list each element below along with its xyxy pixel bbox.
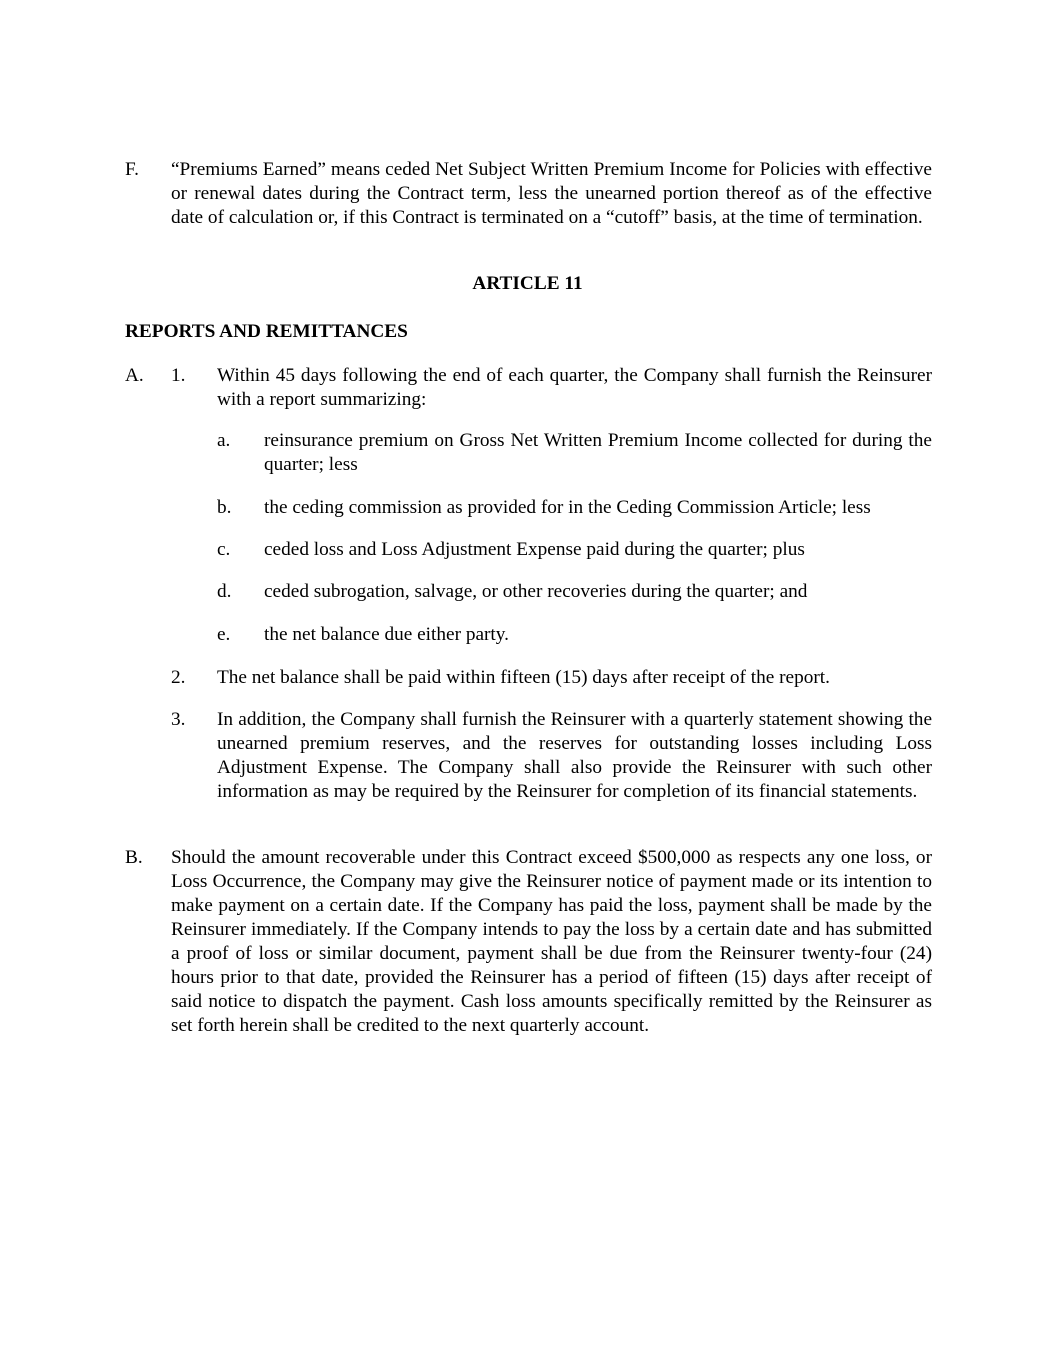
section-b-paragraph: Should the amount recoverable under this Contract exceed $500,000 as respects any one loss, or Loss Occurrence, the Company may give the Reinsurer notice of payment made or its intention to make payment on a certain date. If the Company has paid the loss, payment shall be made by the Reinsurer immediately. If the Company intends to pay the loss by a certain date and has submitted a proof of loss or similar document, payment shall be due from the Reinsurer twenty-four (24) hours prior to that date, provided the Reinsurer has a period of fifteen (15) days after receipt of said notice to dispatch the payment. Cash loss amounts specifically remitted by the Reinsurer as set forth herein shall be credited to the next quarterly account. [171, 847, 932, 1036]
subitem-e-text: the net balance due either party. [264, 624, 509, 645]
article-title: ARTICLE 11 [472, 273, 583, 294]
item-1-paragraph: Within 45 days following the end of each quarter, the Company shall furnish the Reinsurer with a report summarizing: [217, 365, 932, 410]
item-1-marker: 1. [171, 365, 186, 386]
subitem-d-marker: d. [217, 581, 232, 602]
section-f-paragraph: “Premiums Earned” means ceded Net Subject Written Premium Income for Policies with effective or renewal dates during the Contract term, less the unearned portion thereof as of the effective date of calculation or, if this Contract is terminated on a “cutoff” basis, at the time of termination. [171, 159, 932, 228]
subitem-a-text: reinsurance premium on Gross Net Written Premium Income collected for during the quarter; less [264, 430, 932, 475]
subitem-d-text: ceded subrogation, salvage, or other recoveries during the quarter; and [264, 581, 808, 602]
subitem-e-marker: e. [217, 624, 231, 645]
subitem-c-text: ceded loss and Loss Adjustment Expense paid during the quarter; plus [264, 539, 805, 560]
subitem-a-marker: a. [217, 430, 231, 451]
subitem-b-marker: b. [217, 497, 232, 518]
item-3-marker: 3. [171, 709, 186, 730]
item-2-marker: 2. [171, 667, 186, 688]
item-3-paragraph: In addition, the Company shall furnish the Reinsurer with a quarterly statement showing the unearned premium reserves, and the reserves for outstanding losses including Loss Adjustment Expense. The Company shall also provide the Reinsurer with such other information as may be required by the Reinsurer for completion of its financial statements. [217, 709, 932, 802]
section-heading: REPORTS AND REMITTANCES [125, 321, 408, 342]
section-f-marker: F. [125, 159, 139, 180]
section-b-marker: B. [125, 847, 143, 868]
item-2-paragraph: The net balance shall be paid within fifteen (15) days after receipt of the report. [217, 667, 830, 688]
section-a-marker: A. [125, 365, 144, 386]
subitem-c-marker: c. [217, 539, 231, 560]
subitem-b-text: the ceding commission as provided for in the Ceding Commission Article; less [264, 497, 871, 518]
